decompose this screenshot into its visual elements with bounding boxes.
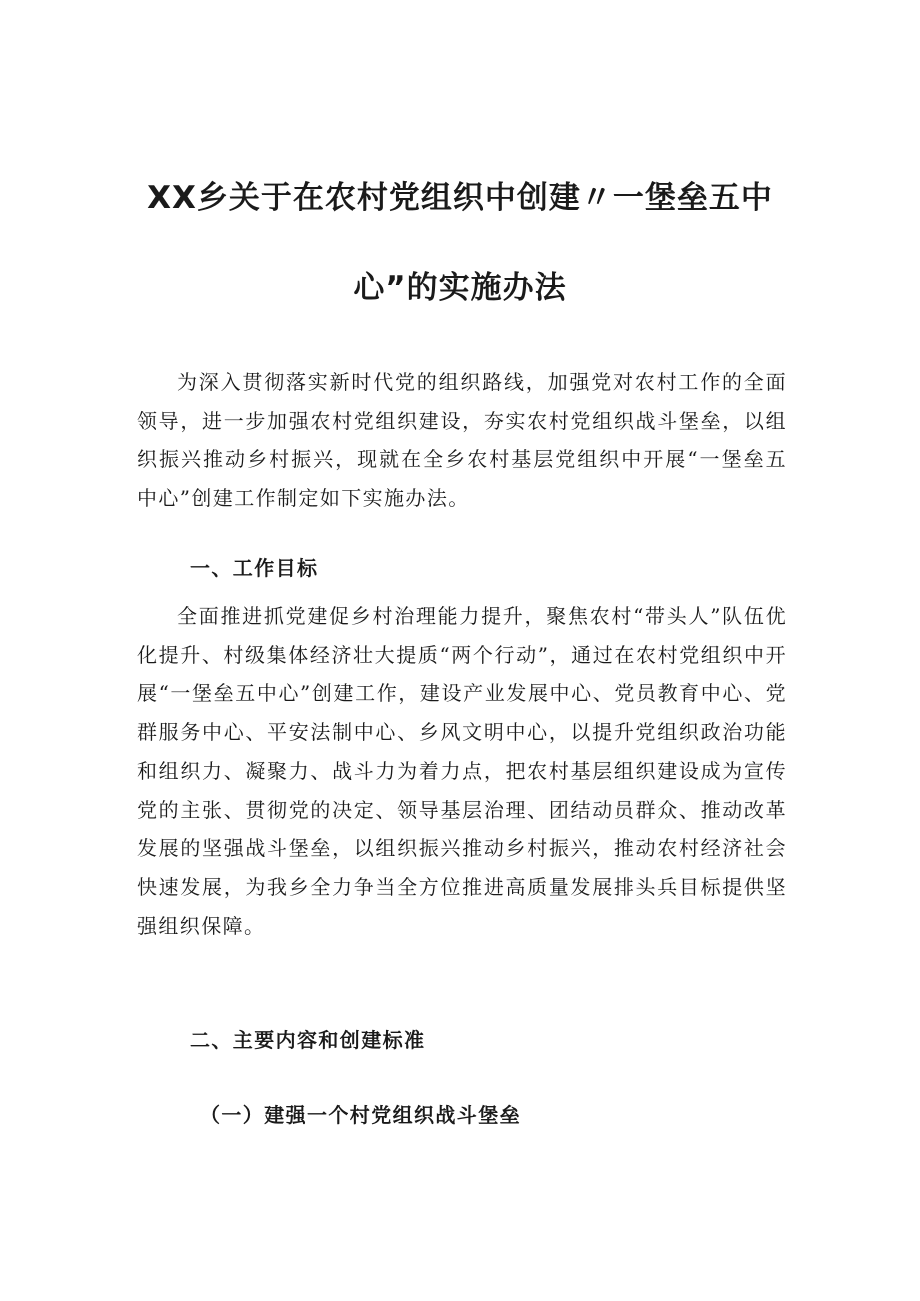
work-goals-paragraph: 全面推进抓党建促乡村治理能力提升，聚焦农村“带头人”队伍优化提升、村级集体经济壮大提质“两个行动”，通过在农村党组织中开展“一堡垒五中心”创建工作，建设产业发展中心、党员教育中心、党群服务中心、平安法制中心、乡风文明中心，以提升党组织政治功能和组织力、凝聚力、战斗力为着力点，把农村基层组织建设成为宣传党的主张、贯彻党的决定、领导基层治理、团结动员群众、推动改革发展的坚强战斗堡垒，以组织振兴推动乡村振兴，推动农村经济社会快速发展，为我乡全力争当全方位推进高质量发展排头兵目标提供坚强组织保障。 [137,604,787,938]
document-title-line-2: 心”的实施办法 [353,270,567,306]
subsection-heading-fortress: （一）建强一个村党组织战斗堡垒 [200,1103,521,1127]
intro-paragraph: 为深入贯彻落实新时代党的组织路线，加强党对农村工作的全面领导，进一步加强农村党组织建设，夯实农村党组织战斗堡垒，以组织振兴推动乡村振兴，现就在全乡农村基层党组织中开展“一堡垒五中心”创建工作制定如下实施办法。 [137,370,787,511]
section-heading-work-goals: 一、工作目标 [190,556,319,580]
document-title-line-1: XX乡关于在农村党组织中创建〃一堡垒五中 [147,180,773,216]
section-heading-main-content: 二、主要内容和创建标准 [190,1028,426,1052]
